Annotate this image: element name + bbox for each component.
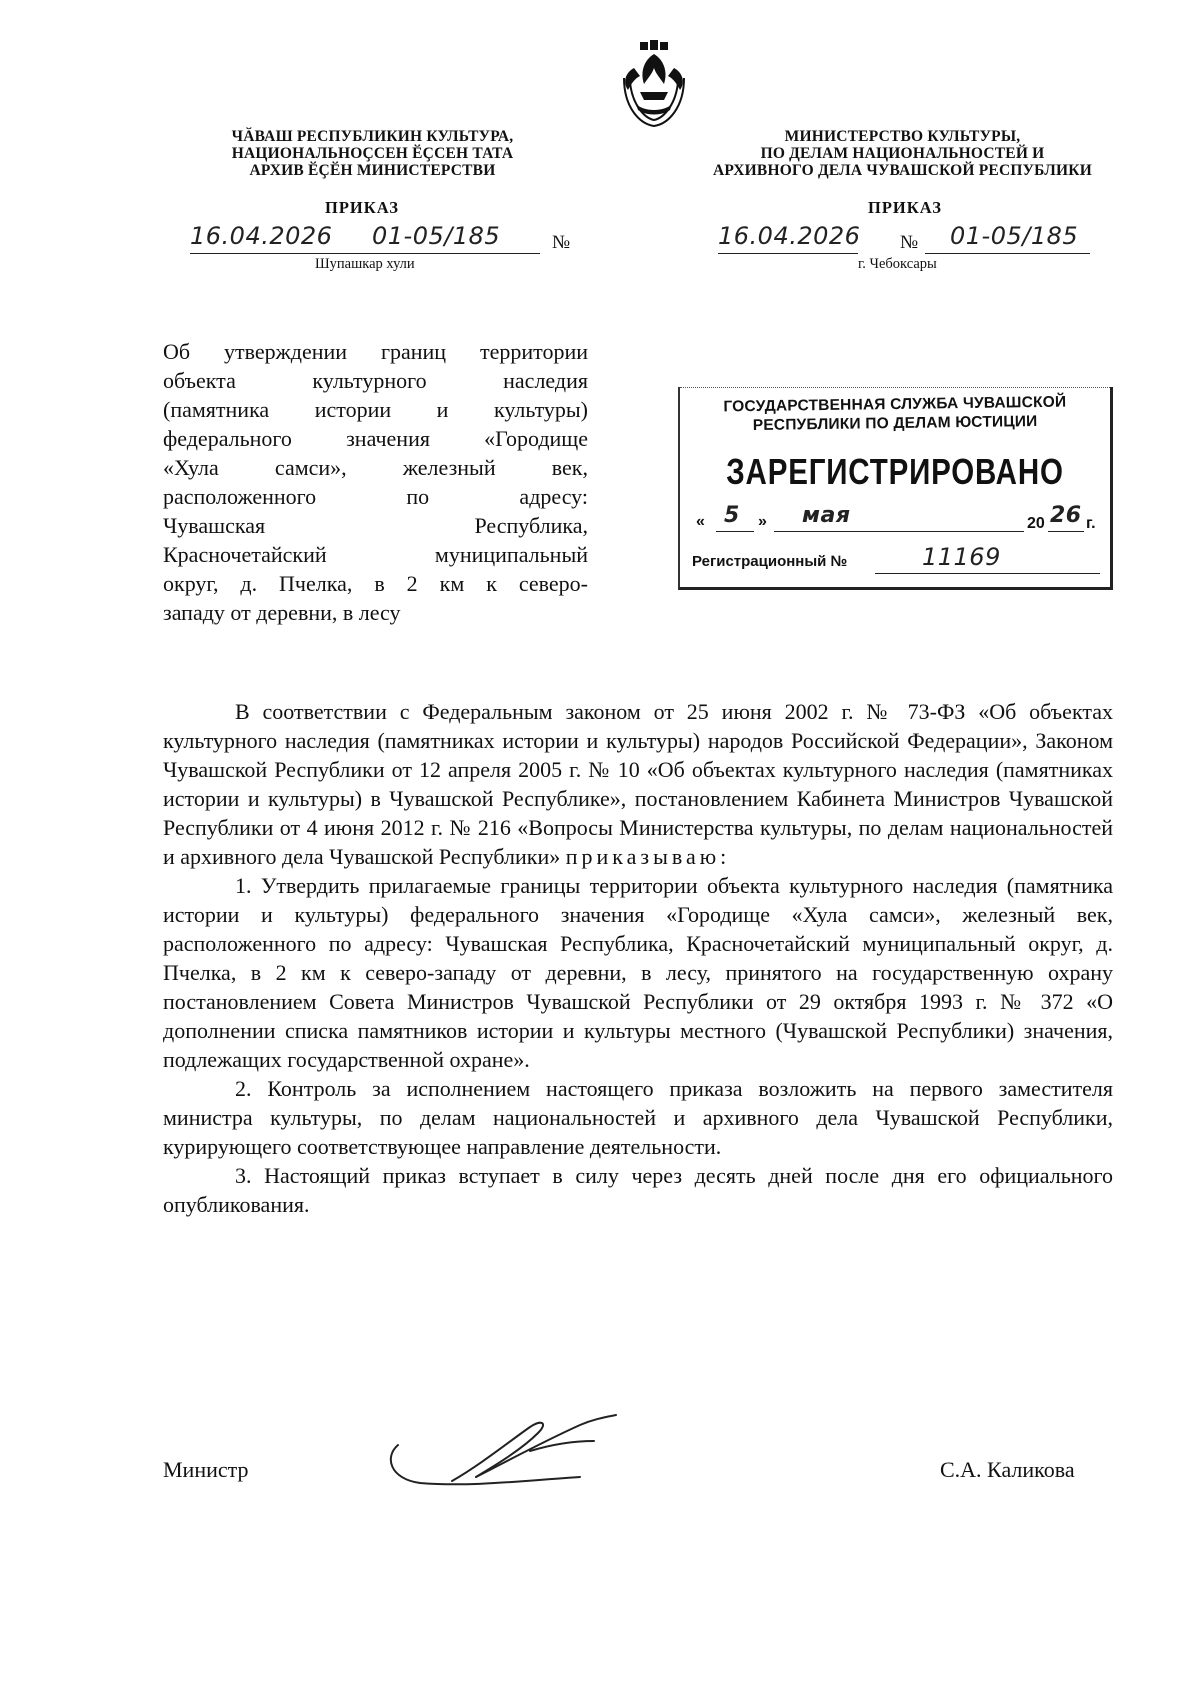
subject-line: Красночетайский муниципальный (163, 542, 588, 567)
header-right-number-underline (925, 253, 1090, 254)
header-right-number: 01-05/185 (950, 222, 1079, 250)
header-left-line1: ЧӐВАШ РЕСПУБЛИКИН КУЛЬТУРА, (231, 128, 514, 145)
header-left-org (200, 128, 545, 179)
header-right-org (700, 128, 1105, 179)
header-left-line3: АРХИВ ӖҪӖН МИНИСТЕРСТВИ (249, 162, 496, 179)
subject-line: западу от деревни, в лесу (163, 600, 401, 625)
header-left-place: Шупашкар хули (315, 256, 415, 272)
stamp-month: мая (802, 503, 851, 528)
stamp-org-line1: ГОСУДАРСТВЕННАЯ СЛУЖБА ЧУВАШСКОЙ (723, 393, 1067, 416)
header-right-line3: АРХИВНОГО ДЕЛА ЧУВАШСКОЙ РЕСПУБЛИКИ (713, 162, 1092, 179)
header-left-no-sign: № (552, 232, 571, 253)
stamp-regnum-label: Регистрационный № (692, 553, 848, 570)
header-right-place: г. Чебоксары (858, 256, 937, 272)
subject-line: Чувашская Республика, (163, 513, 588, 538)
header-left-date: 16.04.2026 (190, 222, 333, 250)
body-item-2: 2. Контроль за исполнением настоящего приказа возложить на первого заместителя министра культуры, по делам национальностей и архивного дела Чувашской Республики, курирующего соответствующее направление деятельности. (163, 1076, 1113, 1159)
header-right-line2: ПО ДЕЛАМ НАЦИОНАЛЬНОСТЕЙ И (760, 145, 1045, 162)
header-right-line1: МИНИСТЕРСТВО КУЛЬТУРЫ, (784, 128, 1021, 145)
header-left-line2: НАЦИОНАЛЬНОҪСЕН ӖҪСЕН ТАТА (231, 145, 514, 162)
coat-of-arms-emblem (610, 38, 698, 130)
signatory-name: С.А. Каликова (940, 1457, 1075, 1482)
stamp-top-border (680, 387, 1110, 388)
stamp-regnum: 11169 (922, 543, 1001, 571)
body-intro (163, 697, 1113, 871)
stamp-organization (690, 392, 1100, 436)
body-item-1: 1. Утвердить прилагаемые границы территории объекта культурного наследия (памятника истории и культуры) федерального значения «Городище «Хула самси», железный век, расположенного по адресу: Чувашская Республика, Красночетайский муниципальный округ, д. Пчелка, в 2 км к северо-западу от деревни, в лесу, принятого на государственную охрану постановлением Совета Министров Чувашской Республики от 29 октября 1993 г. № 372 «О дополнении списка памятников истории и культуры местного (Чувашской Республики) значения, подлежащих государственной охране». (163, 873, 1113, 1072)
stamp-day-underline (716, 531, 754, 532)
header-right-no-sign: № (900, 232, 919, 253)
order-subject (163, 337, 588, 627)
stamp-year-g: г. (1086, 515, 1096, 532)
header-right-prikaz: ПРИКАЗ (868, 198, 942, 217)
subject-line: Об утверждении границ территории (163, 339, 588, 364)
stamp-quote-open: « (696, 513, 705, 530)
header-left-underline (190, 253, 540, 254)
stamp-org-line2: РЕСПУБЛИКИ ПО ДЕЛАМ ЮСТИЦИИ (752, 413, 1038, 434)
subject-line: «Хула самси», железный век, (163, 455, 588, 480)
header-left-number: 01-05/185 (372, 222, 501, 250)
body-intro-text: В соответствии с Федеральным законом от 25 июня 2002 г. № 73-ФЗ «Об объектах культурного наследия (памятниках истории и культуры) народов Российской Федерации», Законом Чувашской Республики от 12 апреля 2005 г. № 10 «Об объектах культурного наследия (памятниках истории и культуры) в Чувашской Республике», постановлением Кабинета Министров Чувашской Республики от 4 июня 2012 г. № 216 «Вопросы Министерства культуры, по делам национальностей и архивного дела Чувашской Республики» (163, 699, 1113, 869)
stamp-status: ЗАРЕГИСТРИРОВАНО (726, 451, 1064, 492)
stamp-date-row (694, 503, 1104, 537)
header-left-prikaz: ПРИКАЗ (325, 198, 399, 217)
header-right-date: 16.04.2026 (718, 222, 861, 250)
registration-stamp (678, 387, 1113, 590)
stamp-year-underline (1048, 531, 1084, 532)
subject-line: объекта культурного наследия (163, 368, 588, 393)
stamp-regnum-underline (875, 573, 1100, 574)
stamp-regnum-row (690, 543, 1100, 577)
handwritten-signature (380, 1405, 620, 1500)
body-item-3: 3. Настоящий приказ вступает в силу через десять дней после дня его официального опубликования. (163, 1163, 1113, 1217)
stamp-day: 5 (724, 503, 740, 528)
stamp-year-suffix: 26 (1050, 503, 1082, 528)
subject-line: округ, д. Пчелка, в 2 км к северо- (163, 571, 588, 596)
subject-line: федерального значения «Городище (163, 426, 588, 451)
order-body (163, 697, 1113, 1219)
header-right-date-underline (718, 253, 858, 254)
signatory-title: Министр (163, 1457, 249, 1482)
subject-line: расположенного по адресу: (163, 484, 588, 509)
stamp-month-underline (774, 531, 1024, 532)
stamp-year-prefix: 20 (1027, 515, 1045, 532)
body-intro-order-word: приказываю: (565, 844, 731, 869)
subject-line: (памятника истории и культуры) (163, 397, 588, 422)
stamp-quote-close: » (758, 513, 767, 530)
